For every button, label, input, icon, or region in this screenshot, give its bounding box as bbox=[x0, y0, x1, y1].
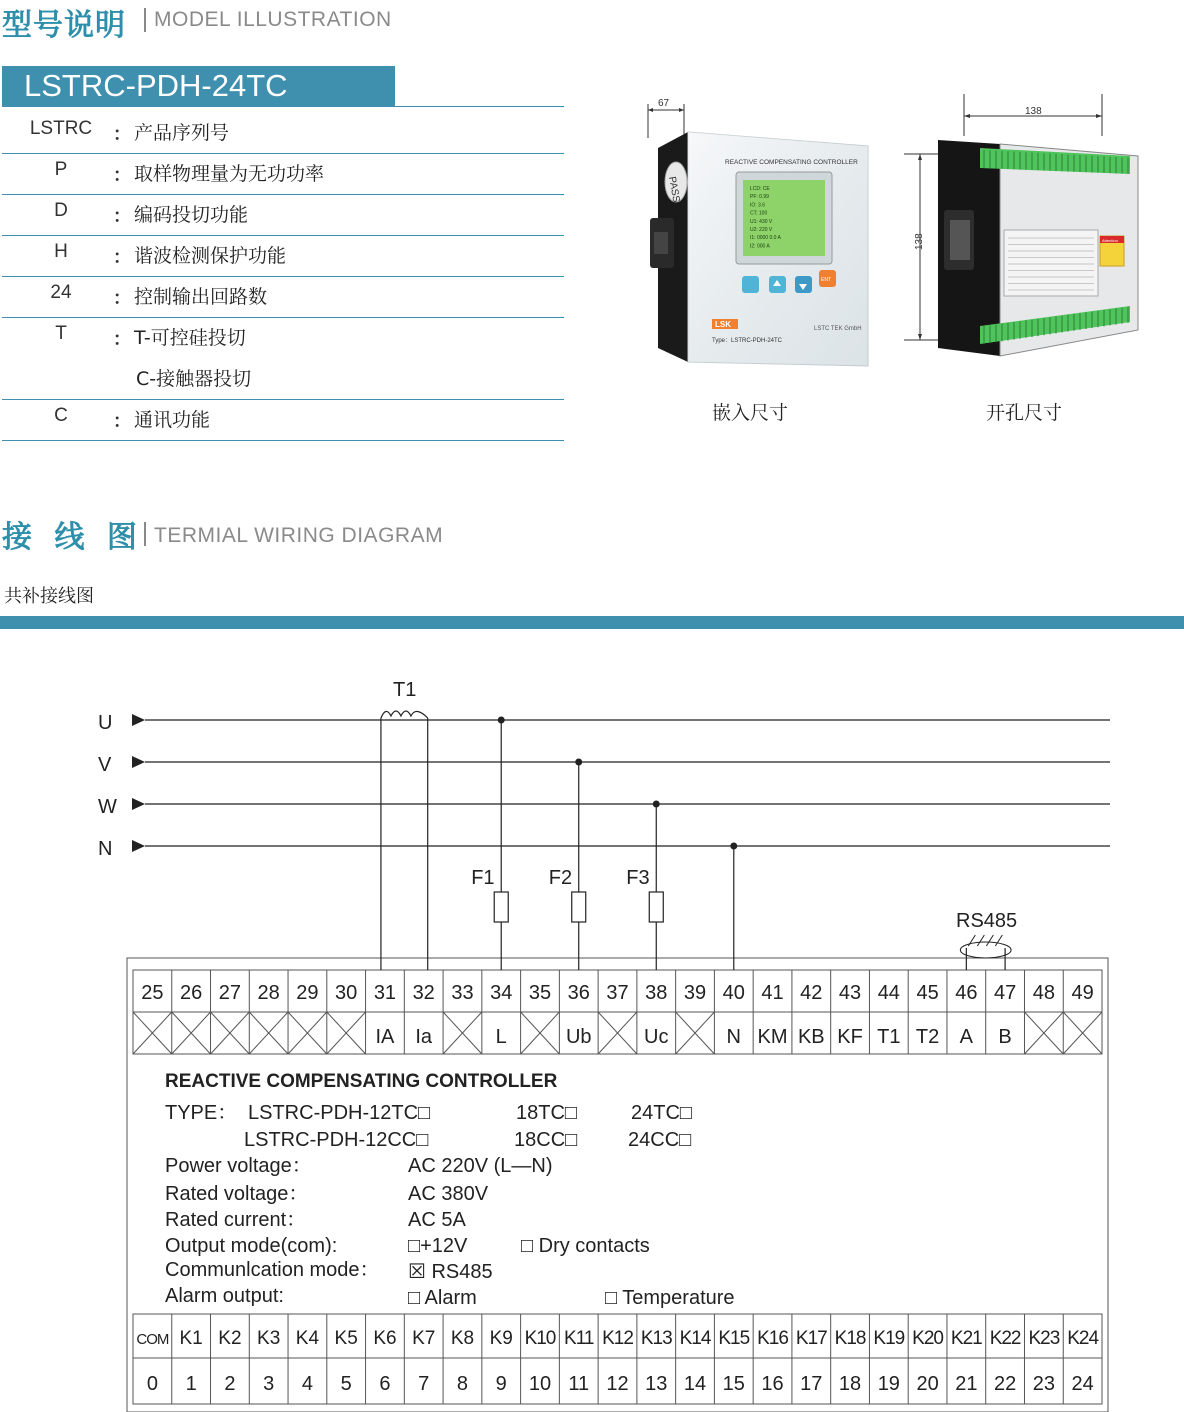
top-terminal-number: 29 bbox=[296, 982, 319, 1004]
top-terminal-label: IA bbox=[375, 1026, 395, 1048]
lcd-line: U1: 430 V bbox=[750, 218, 773, 225]
top-terminal-number: 46 bbox=[955, 982, 978, 1004]
output-option-12v: □+12V bbox=[408, 1235, 468, 1257]
model-description: 编码投切功能 bbox=[134, 204, 249, 226]
bottom-terminal-number: 15 bbox=[722, 1373, 745, 1395]
top-terminal-number: 36 bbox=[567, 982, 590, 1004]
bottom-terminal-label: K4 bbox=[295, 1328, 320, 1349]
top-terminal-number: 48 bbox=[1032, 982, 1055, 1004]
back-dimension-top: 138 bbox=[1025, 106, 1042, 117]
spec-value: AC 5A bbox=[408, 1209, 466, 1231]
front-maker-label: LSTC TEK GmbH bbox=[814, 326, 862, 332]
bottom-terminal-number: 12 bbox=[606, 1373, 629, 1395]
bottom-terminal-number: 8 bbox=[456, 1373, 469, 1395]
front-type-label: Type：LSTRC-PDH-24TC bbox=[712, 338, 783, 344]
model-colon: ： bbox=[113, 288, 131, 309]
top-terminal-number: 45 bbox=[916, 982, 939, 1004]
front-caption: 嵌入尺寸 bbox=[712, 402, 789, 424]
lcd-line: CT: 100 bbox=[750, 210, 768, 217]
top-terminal-label: L bbox=[495, 1026, 507, 1048]
top-terminal-number: 34 bbox=[490, 982, 513, 1004]
model-code-letter: 24 bbox=[50, 282, 72, 303]
model-colon: ： bbox=[113, 124, 131, 145]
bottom-terminal-label: K22 bbox=[989, 1328, 1021, 1349]
top-terminal-label: A bbox=[959, 1026, 974, 1048]
top-terminal-number: 37 bbox=[606, 982, 629, 1004]
rs485-shield-mark bbox=[986, 935, 993, 946]
top-terminal-number: 43 bbox=[838, 982, 862, 1004]
bottom-terminal-label: K10 bbox=[524, 1328, 556, 1349]
top-terminal-label: T2 bbox=[915, 1026, 940, 1048]
bottom-terminal-label: K23 bbox=[1028, 1328, 1060, 1349]
pass-sticker: PASS bbox=[666, 175, 682, 204]
model-colon: ： bbox=[113, 165, 131, 186]
bottom-terminal-number: 17 bbox=[800, 1373, 823, 1395]
top-terminal-label: KF bbox=[837, 1026, 863, 1048]
top-terminal-label: Ub bbox=[565, 1026, 592, 1048]
model-colon: ： bbox=[113, 411, 131, 432]
model-section-subtitle: MODEL ILLUSTRATION bbox=[154, 8, 392, 31]
back-dimension-side: 138 bbox=[914, 233, 925, 250]
wiring-title-divider bbox=[144, 522, 146, 546]
top-terminal-number: 42 bbox=[800, 982, 823, 1004]
model-description: 谐波检测保护功能 bbox=[134, 245, 287, 267]
model-row-divider bbox=[2, 399, 564, 400]
bottom-terminal-label: K19 bbox=[873, 1328, 905, 1349]
bottom-terminal-number: 11 bbox=[568, 1373, 590, 1395]
lcd-line: IO: 3.6 bbox=[750, 202, 766, 209]
alarm-option-temperature: □ Temperature bbox=[605, 1287, 735, 1309]
bottom-terminal-label: K6 bbox=[373, 1328, 397, 1349]
rs485-shield-mark bbox=[977, 935, 984, 946]
lcd-line: LCD: CE bbox=[750, 186, 770, 192]
top-terminal-number: 32 bbox=[412, 982, 435, 1004]
bottom-terminal-number: 21 bbox=[955, 1373, 978, 1395]
brand-logo: LSK bbox=[715, 320, 731, 329]
top-terminal-label: KM bbox=[757, 1026, 788, 1048]
rs485-shield-mark bbox=[995, 935, 1002, 946]
back-caption: 开孔尺寸 bbox=[986, 402, 1063, 424]
model-colon: ： bbox=[113, 206, 131, 227]
top-terminal-label: KB bbox=[797, 1026, 825, 1048]
top-terminal-label: T1 bbox=[877, 1026, 901, 1048]
banner-underline bbox=[2, 106, 564, 107]
model-colon: ： bbox=[113, 329, 131, 350]
model-code-letter: LSTRC bbox=[29, 118, 93, 139]
top-terminal-number: 26 bbox=[180, 982, 203, 1004]
ent-button-label: ENT bbox=[821, 277, 831, 283]
alarm-option-alarm: □ Alarm bbox=[408, 1287, 477, 1309]
panel-title: REACTIVE COMPENSATING CONTROLLER bbox=[725, 159, 858, 166]
bottom-terminal-number: 0 bbox=[146, 1373, 158, 1395]
wiring-section-title: 接 线 图 bbox=[2, 520, 143, 555]
type-option-tc: 24TC□ bbox=[631, 1102, 692, 1124]
bottom-terminal-label: K16 bbox=[757, 1328, 788, 1349]
current-transformer-coil bbox=[381, 711, 428, 718]
fuse-label-1: F1 bbox=[471, 867, 495, 889]
type-option-tc: 18TC□ bbox=[516, 1102, 577, 1124]
lcd-line: I1: 0000 0.0 A bbox=[750, 235, 781, 242]
output-mode-label: Output mode(com): bbox=[165, 1235, 338, 1257]
bottom-terminal-number: 6 bbox=[379, 1373, 391, 1395]
lcd-line: PF: 0.99 bbox=[750, 194, 769, 201]
bottom-terminal-number: 14 bbox=[683, 1373, 707, 1395]
output-option-dry: □ Dry contacts bbox=[521, 1235, 650, 1257]
bottom-terminal-number: 4 bbox=[301, 1373, 313, 1395]
model-description: 取样物理量为无功功率 bbox=[134, 163, 325, 185]
model-code-letter: P bbox=[54, 159, 68, 180]
title-divider bbox=[144, 8, 146, 32]
rs485-shield-mark bbox=[968, 935, 975, 946]
section-divider-bar bbox=[0, 616, 1184, 629]
top-terminal-number: 40 bbox=[722, 982, 745, 1004]
bottom-terminal-number: 1 bbox=[185, 1373, 197, 1395]
bottom-terminal-label: K20 bbox=[912, 1328, 943, 1349]
front-controller-image bbox=[648, 98, 868, 366]
bottom-terminal-number: 23 bbox=[1032, 1373, 1055, 1395]
model-code-letter: H bbox=[54, 241, 68, 262]
lcd-line: U2: 220 V bbox=[750, 227, 773, 233]
type-option-tc: LSTRC-PDH-12TC□ bbox=[248, 1102, 431, 1124]
phase-label-v: V bbox=[98, 754, 112, 776]
bottom-terminal-number: 2 bbox=[224, 1373, 236, 1395]
top-terminal-number: 39 bbox=[683, 982, 707, 1004]
model-section-title: 型号说明 bbox=[2, 8, 126, 43]
bottom-terminal-label: K7 bbox=[412, 1328, 436, 1349]
bottom-terminal-label: K8 bbox=[450, 1328, 475, 1349]
bottom-terminal-label: K11 bbox=[564, 1328, 594, 1349]
bottom-terminal-number: 3 bbox=[263, 1373, 275, 1395]
top-terminal-label: Ia bbox=[415, 1026, 433, 1048]
bottom-terminal-number: 19 bbox=[877, 1373, 900, 1395]
bottom-terminal-number: 5 bbox=[340, 1373, 352, 1395]
phase-arrow bbox=[132, 714, 145, 726]
phase-label-u: U bbox=[98, 712, 113, 734]
top-terminal-number: 33 bbox=[451, 982, 474, 1004]
lcd-line: I2: 000 A bbox=[750, 243, 770, 250]
rs485-label: RS485 bbox=[956, 910, 1018, 932]
type-option-cc: LSTRC-PDH-12CC□ bbox=[244, 1129, 429, 1151]
model-row-divider bbox=[2, 194, 564, 195]
bottom-terminal-label: K15 bbox=[718, 1328, 750, 1349]
type-option-cc: 24CC□ bbox=[628, 1129, 692, 1151]
model-colon: ： bbox=[113, 247, 131, 268]
spec-label: Power voltage： bbox=[165, 1155, 312, 1177]
warning-sticker-label: Attention bbox=[1102, 238, 1118, 243]
top-terminal-label: N bbox=[726, 1026, 742, 1048]
phase-label-w: W bbox=[98, 796, 117, 818]
fuse-label-3: F3 bbox=[626, 867, 650, 889]
alarm-output-label: Alarm output: bbox=[165, 1285, 284, 1307]
transformer-label: T1 bbox=[393, 679, 417, 701]
model-code-letter: C bbox=[54, 405, 68, 426]
phase-label-n: N bbox=[98, 838, 113, 860]
fuse-3 bbox=[649, 892, 663, 922]
top-terminal-number: 27 bbox=[218, 982, 242, 1004]
bottom-terminal-number: 24 bbox=[1071, 1373, 1094, 1395]
type-label: TYPE： bbox=[165, 1102, 238, 1124]
top-terminal-number: 30 bbox=[335, 982, 358, 1004]
comm-mode-label: Communlcation mode： bbox=[165, 1259, 380, 1281]
bottom-terminal-number: 20 bbox=[916, 1373, 939, 1395]
model-row-divider bbox=[2, 235, 564, 236]
model-description: C-接触器投切 bbox=[136, 368, 252, 390]
bottom-terminal-label: K5 bbox=[334, 1328, 358, 1349]
bottom-terminal-label: K14 bbox=[679, 1328, 711, 1349]
phase-arrow bbox=[132, 798, 145, 810]
rs485-twist bbox=[960, 942, 1011, 958]
model-code-banner: LSTRC-PDH-24TC bbox=[2, 66, 395, 106]
bottom-terminal-number: 18 bbox=[838, 1373, 862, 1395]
bottom-terminal-label: COM bbox=[136, 1331, 169, 1348]
bottom-terminal-label: K2 bbox=[218, 1328, 242, 1349]
wiring-section-subtitle: TERMIAL WIRING DIAGRAM bbox=[154, 524, 444, 547]
bottom-terminal-number: 10 bbox=[528, 1373, 552, 1395]
model-description: 通讯功能 bbox=[134, 409, 211, 431]
phase-arrow bbox=[132, 756, 145, 768]
top-terminal-number: 28 bbox=[257, 982, 280, 1004]
bottom-terminal-label: K13 bbox=[640, 1328, 672, 1349]
model-description: 产品序列号 bbox=[134, 122, 230, 144]
spec-label: Rated current： bbox=[165, 1209, 307, 1231]
model-row-divider bbox=[2, 276, 564, 277]
top-terminal-number: 47 bbox=[993, 982, 1017, 1004]
fuse-1 bbox=[494, 892, 508, 922]
bottom-terminal-number: 22 bbox=[993, 1373, 1017, 1395]
bottom-terminal-label: K18 bbox=[834, 1328, 866, 1349]
phase-arrow bbox=[132, 840, 145, 852]
fuse-label-2: F2 bbox=[548, 867, 573, 889]
top-terminal-label: B bbox=[998, 1026, 1012, 1048]
spec-label: Rated voltage： bbox=[165, 1183, 309, 1205]
controller-title: REACTIVE COMPENSATING CONTROLLER bbox=[165, 1071, 558, 1092]
type-option-cc: 18CC□ bbox=[514, 1129, 578, 1151]
wiring-diagram bbox=[0, 640, 1184, 1412]
top-terminal-number: 38 bbox=[645, 982, 668, 1004]
bottom-terminal-label: K21 bbox=[950, 1328, 982, 1349]
spec-value: AC 220V (L—N) bbox=[408, 1155, 553, 1177]
model-description: 控制输出回路数 bbox=[134, 286, 268, 308]
spec-value: AC 380V bbox=[408, 1183, 489, 1205]
wiring-caption: 共补接线图 bbox=[4, 586, 94, 607]
top-terminal-number: 41 bbox=[761, 982, 784, 1004]
model-row-divider bbox=[2, 440, 564, 441]
bottom-terminal-label: K9 bbox=[489, 1328, 513, 1349]
top-terminal-number: 44 bbox=[877, 982, 900, 1004]
bottom-terminal-number: 13 bbox=[645, 1373, 668, 1395]
model-description: T-可控硅投切 bbox=[134, 327, 246, 349]
bottom-terminal-label: K17 bbox=[795, 1328, 827, 1349]
back-controller-image bbox=[904, 94, 1138, 356]
model-row-divider bbox=[2, 317, 564, 318]
product-images bbox=[600, 90, 1160, 380]
bottom-terminal-label: K12 bbox=[602, 1328, 633, 1349]
top-terminal-label: Uc bbox=[644, 1026, 669, 1048]
model-code-letter: T bbox=[55, 323, 67, 344]
bottom-terminal-number: 7 bbox=[418, 1373, 430, 1395]
top-terminal-number: 49 bbox=[1071, 982, 1094, 1004]
front-dimension: 67 bbox=[658, 98, 670, 109]
fuse-2 bbox=[572, 892, 586, 922]
bottom-terminal-label: K3 bbox=[257, 1328, 281, 1349]
bottom-terminal-label: K24 bbox=[1067, 1328, 1099, 1349]
top-terminal-number: 35 bbox=[528, 982, 552, 1004]
bottom-terminal-label: K1 bbox=[179, 1328, 203, 1349]
model-row-divider bbox=[2, 153, 564, 154]
comm-option-rs485: ☒ RS485 bbox=[408, 1261, 493, 1283]
bottom-terminal-number: 16 bbox=[761, 1373, 784, 1395]
bottom-terminal-number: 9 bbox=[495, 1373, 507, 1395]
model-code-letter: D bbox=[54, 200, 68, 221]
top-terminal-number: 31 bbox=[373, 982, 397, 1004]
top-terminal-number: 25 bbox=[141, 982, 164, 1004]
